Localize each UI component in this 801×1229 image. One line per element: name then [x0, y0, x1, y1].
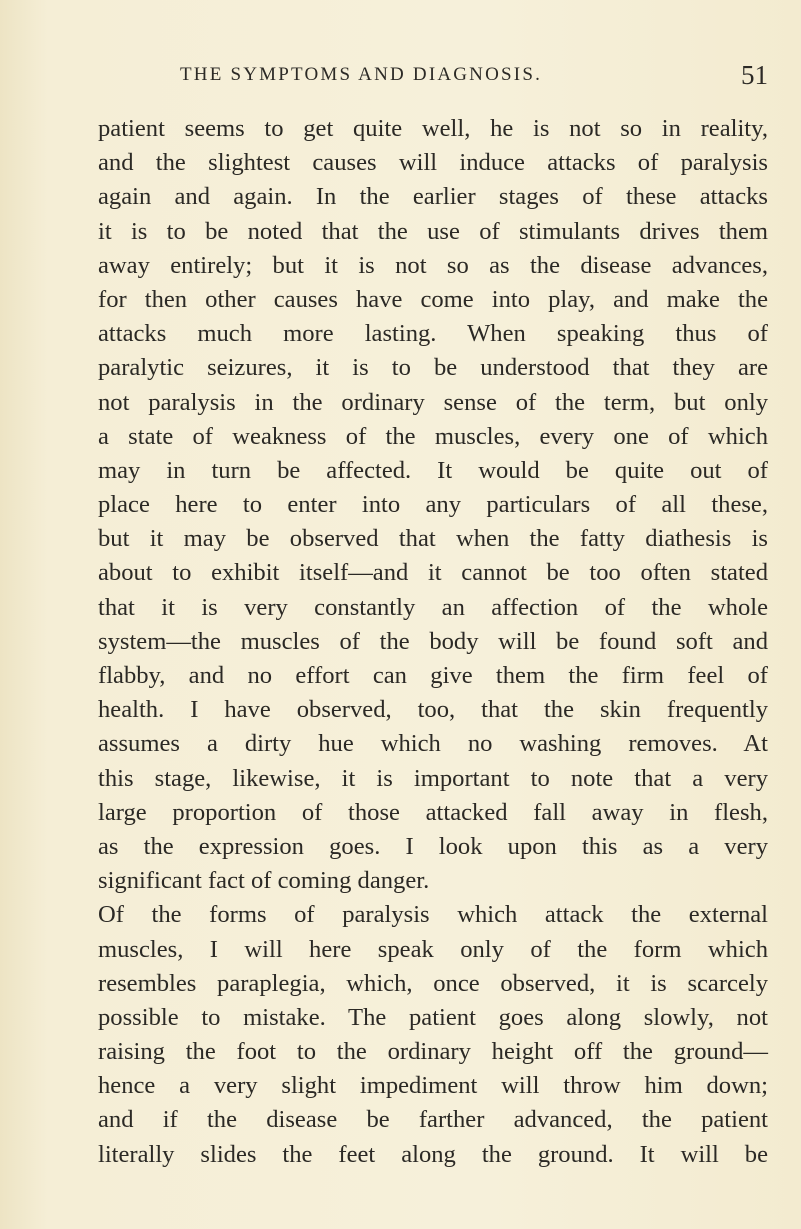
paragraph: [98, 112, 768, 898]
text-line: paralytic seizures, it is to be understood that they are: [98, 354, 768, 382]
running-head: THE SYMPTOMS AND DIAGNOSIS.: [180, 64, 543, 85]
text-line: that it is very constantly an affection of the whole: [98, 593, 768, 621]
paragraph: [98, 898, 768, 1172]
text-line: not paralysis in the ordinary sense of the term, but only: [98, 388, 768, 416]
page-number: 51: [741, 60, 768, 90]
text-line: large proportion of those attacked fall away in flesh,: [98, 798, 768, 826]
text-line: and the slightest causes will induce attacks of paralysis: [98, 149, 768, 177]
body-text: [98, 112, 768, 1172]
text-line: it is to be noted that the use of stimulants drives them: [98, 217, 768, 245]
text-line: patient seems to get quite well, he is not so in reality,: [98, 115, 768, 142]
text-line: assumes a dirty hue which no washing removes. At: [98, 730, 768, 758]
text-line: again and again. In the earlier stages of these attacks: [98, 183, 768, 211]
text-line: system—the muscles of the body will be found soft and: [98, 627, 768, 655]
text-line: possible to mistake. The patient goes along slowly, not: [98, 1003, 768, 1031]
text-line: attacks much more lasting. When speaking thus of: [98, 320, 768, 348]
text-line: this stage, likewise, it is important to note that a very: [98, 764, 768, 792]
text-line: and if the disease be farther advanced, the patient: [98, 1106, 768, 1134]
text-line: about to exhibit itself—and it cannot be too often stated: [98, 559, 768, 587]
page-header: [98, 62, 768, 92]
text-line: muscles, I will here speak only of the form which: [98, 935, 768, 963]
text-line: health. I have observed, too, that the skin frequently: [98, 696, 768, 724]
text-line: a state of weakness of the muscles, every one of which: [98, 422, 768, 450]
text-line: flabby, and no effort can give them the firm feel of: [98, 662, 768, 689]
text-line: but it may be observed that when the fatty diathesis is: [98, 525, 768, 553]
text-line: for then other causes have come into play, and make the: [98, 285, 768, 313]
text-line: hence a very slight impediment will throw him down;: [98, 1072, 768, 1100]
text-line: resembles paraplegia, which, once observed, it is scarcely: [98, 969, 768, 997]
text-line: Of the forms of paralysis which attack the external: [98, 901, 768, 929]
text-line: away entirely; but it is not so as the disease advances,: [98, 251, 768, 279]
text-line: raising the foot to the ordinary height off the ground—: [98, 1038, 768, 1066]
text-line: significant fact of coming danger.: [98, 867, 430, 895]
text-line: may in turn be affected. It would be quite out of: [98, 456, 768, 484]
text-line: literally slides the feet along the ground. It will be: [98, 1140, 768, 1168]
text-line: as the expression goes. I look upon this as a very: [98, 832, 768, 860]
text-line: place here to enter into any particulars of all these,: [98, 491, 768, 519]
